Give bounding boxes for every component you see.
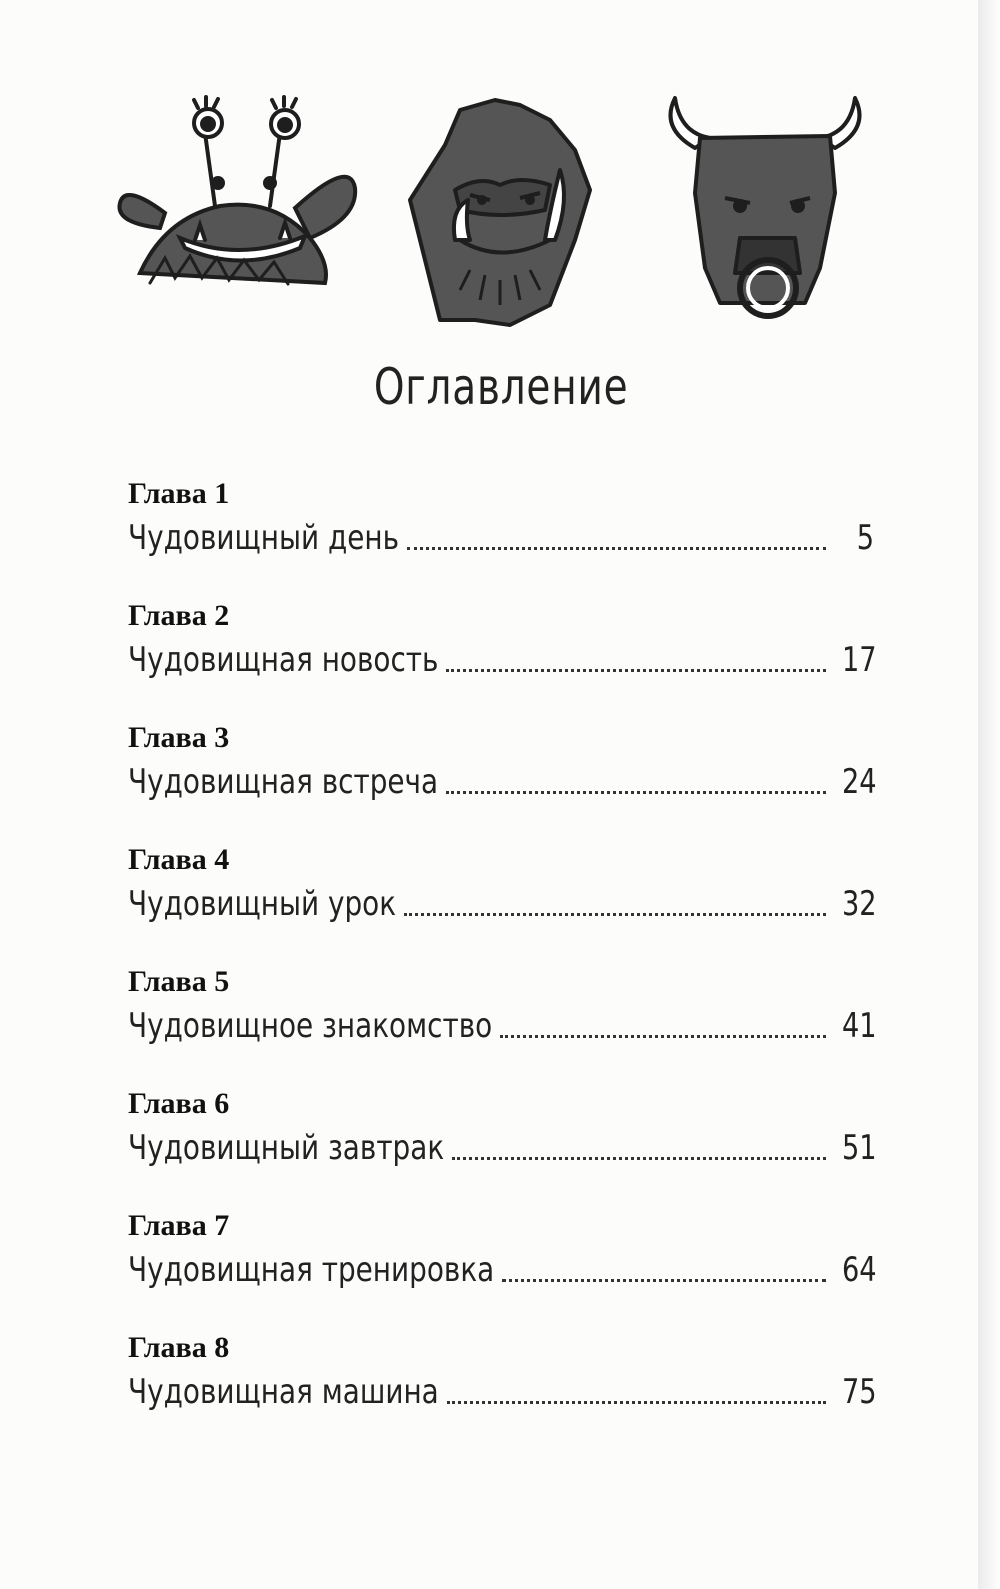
chapter-number: Глава 1 — [128, 477, 230, 510]
page-number: 75 — [842, 1372, 877, 1412]
chapter-number: Глава 7 — [128, 1209, 230, 1242]
eye-stalk-monster-icon — [110, 88, 360, 298]
page-number: 17 — [842, 640, 877, 680]
dot-leader — [407, 546, 826, 550]
toc-entry — [128, 1330, 877, 1452]
dot-leader — [502, 1278, 826, 1282]
chapter-number: Глава 3 — [128, 721, 230, 754]
dot-leader — [446, 790, 826, 794]
chapter-title: Чудовищный день — [128, 518, 400, 558]
toc-line — [128, 878, 877, 926]
chapter-number: Глава 6 — [128, 1087, 230, 1120]
toc-line — [128, 1122, 877, 1170]
hairy-tusked-monster-icon — [400, 90, 605, 330]
chapter-title: Чудовищная машина — [128, 1372, 439, 1412]
toc-entry — [128, 598, 877, 720]
toc-entry — [128, 1208, 877, 1330]
page-number: 51 — [842, 1128, 877, 1168]
chapter-number: Глава 2 — [128, 599, 230, 632]
toc-line — [128, 1000, 877, 1048]
dot-leader — [447, 1400, 826, 1404]
toc-line — [128, 512, 874, 560]
chapter-title: Чудовищное знакомство — [128, 1006, 493, 1046]
toc-entry — [128, 842, 877, 964]
toc-line — [128, 1366, 877, 1414]
page-number: 24 — [842, 762, 877, 802]
toc-entry — [128, 1086, 877, 1208]
toc-line — [128, 1244, 877, 1292]
chapter-number: Глава 8 — [128, 1331, 230, 1364]
page-number: 41 — [842, 1006, 877, 1046]
dot-leader — [500, 1034, 826, 1038]
chapter-title: Чудовищная встреча — [128, 762, 439, 802]
page-title: Оглавление — [373, 358, 629, 416]
toc-entry — [128, 720, 877, 842]
toc-line — [128, 634, 877, 682]
table-of-contents — [128, 476, 877, 1452]
dot-leader — [404, 912, 826, 916]
chapter-title: Чудовищная новость — [128, 640, 439, 680]
toc-entry — [128, 964, 877, 1086]
monster-illustrations — [105, 88, 885, 328]
chapter-title: Чудовищный завтрак — [128, 1128, 445, 1168]
chapter-number: Глава 4 — [128, 843, 230, 876]
dot-leader — [452, 1156, 826, 1160]
page-number: 64 — [842, 1250, 877, 1290]
chapter-title: Чудовищная тренировка — [128, 1250, 495, 1290]
page-edge-shadow — [978, 0, 1000, 1589]
page-number: 32 — [842, 884, 877, 924]
page-number: 5 — [856, 518, 874, 558]
toc-line — [128, 756, 877, 804]
chapter-number: Глава 5 — [128, 965, 230, 998]
dot-leader — [446, 668, 826, 672]
horned-bull-monster-icon — [650, 88, 880, 323]
chapter-title: Чудовищный урок — [128, 884, 397, 924]
toc-entry — [128, 476, 874, 598]
